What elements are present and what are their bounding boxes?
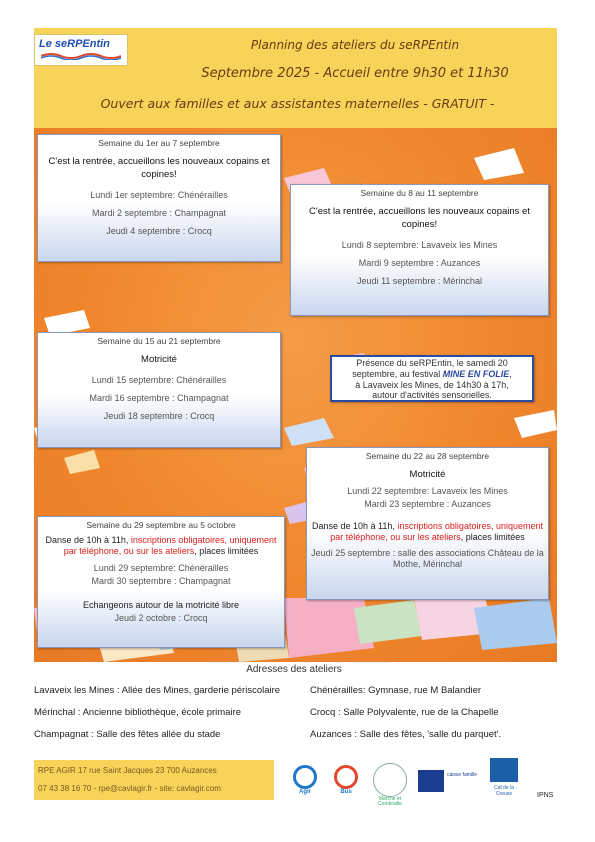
session-line: Lundi 22 septembre: Lavaveix les Mines [347, 485, 508, 496]
week-theme: C'est la rentrée, accueillons les nouveaux copains et copines! [309, 206, 530, 230]
session-line: Jeudi 25 septembre : salle des associations Château de la Mothe, Mérinchal [311, 548, 544, 570]
festival-name: MINE EN FOLIE [442, 368, 510, 379]
ipns-label: IPNS [537, 792, 554, 799]
week-title: Semaine du 15 au 21 septembre [97, 336, 221, 346]
caf-logo [490, 758, 518, 782]
logo-text: Le seRPEntin [39, 38, 110, 50]
week-theme: Motricité [141, 354, 177, 365]
dance-notice: Danse de 10h à 11h, inscriptions obligatoires, uniquement par téléphone, ou sur les ateliers, places limitées [312, 520, 543, 542]
caisse-famille-logo: caisse famille [447, 772, 478, 778]
week-title: Semaine du 8 au 11 septembre [360, 188, 479, 198]
week-card-2 [290, 184, 549, 316]
session-line: Jeudi 2 octobre : Crocq [114, 612, 208, 623]
agir-logo: Agir [290, 765, 320, 805]
session-line: Lundi 15 septembre: Chénérailles [91, 374, 227, 385]
session-line: Mardi 30 septembre : Champagnat [91, 575, 231, 586]
week-card-4 [306, 447, 549, 600]
serpentin-logo [34, 34, 128, 66]
session-line: Mardi 9 septembre : Auzances [358, 257, 481, 268]
week-title: Semaine du 1er au 7 septembre [98, 138, 220, 148]
session-line: Mardi 16 septembre : Champagnat [89, 392, 229, 403]
festival-notice [330, 355, 534, 402]
dance-notice: Danse de 10h à 11h, inscriptions obligatoires, uniquement par téléphone, ou sur les ateliers, places limitées [45, 535, 277, 556]
festival-line: septembre, au festival MINE EN FOLIE, [352, 368, 512, 379]
session-line: Mardi 2 septembre : Champagnat [91, 207, 227, 218]
week-card-3 [37, 332, 281, 448]
week-theme: C'est la rentrée, accueillons les nouveaux copains et copines! [48, 156, 270, 180]
festival-line: autour d'activités sensorielles. [372, 390, 492, 401]
contact-address: RPE AGIR 17 rue Saint Jacques 23 700 Auzances [38, 766, 217, 775]
caf-label: Caf de la Creuse [493, 785, 514, 797]
address-item: Mérinchal : Ancienne bibliothèque, école primaire [34, 707, 242, 718]
page-subtitle: Septembre 2025 - Accueil entre 9h30 et 11h30 [201, 66, 509, 81]
contact-footer [34, 760, 274, 800]
address-item: Auzances : Salle des fêtes, 'salle du parquet'. [310, 729, 502, 740]
book-icon [418, 770, 444, 792]
week-title: Semaine du 29 septembre au 5 octobre [86, 520, 236, 530]
session-line: Jeudi 11 septembre : Mérinchal [357, 275, 482, 286]
addresses-title: Adresses des ateliers [246, 664, 342, 675]
marche-combraille-logo: Marche et Combraille [370, 763, 410, 807]
addresses-section [30, 662, 558, 742]
week-card-5 [37, 516, 285, 648]
bus-logo: Bus [330, 765, 362, 805]
address-item: Crocq : Salle Polyvalente, rue de la Chapelle [310, 707, 499, 718]
week-theme: Motricité [409, 469, 446, 480]
week-card-1 [37, 134, 281, 262]
week-theme: Echangeons autour de la motricité libre [82, 599, 240, 610]
page-tagline: Ouvert aux familles et aux assistantes maternelles - GRATUIT - [100, 96, 495, 111]
contact-phone-email: 07 43 38 16 70 - rpe@cavlagir.fr - site: cavlagir.com [38, 784, 221, 793]
session-line: Mardi 23 septembre : Auzances [364, 498, 491, 509]
session-line: Jeudi 4 septembre : Crocq [106, 225, 212, 236]
snake-wave-icon [41, 52, 121, 60]
session-line: Lundi 29 septembre: Chénérailles [93, 562, 229, 573]
festival-line: à Lavaveix les Mines, de 14h30 à 17h, [355, 379, 509, 390]
address-item: Champagnat : Salle des fêtes allée du stade [34, 729, 221, 740]
address-item: Lavaveix les Mines : Allée des Mines, garderie périscolaire [34, 685, 281, 696]
address-item: Chénérailles: Gymnase, rue M Balandier [310, 685, 482, 696]
session-line: Jeudi 18 septembre : Crocq [103, 410, 215, 421]
session-line: Lundi 8 septembre: Lavaveix les Mines [341, 239, 498, 250]
page-title: Planning des ateliers du seRPEntin [250, 38, 460, 52]
week-title: Semaine du 22 au 28 septembre [365, 451, 490, 461]
session-line: Lundi 1er septembre: Chénérailles [90, 189, 228, 200]
festival-line: Présence du seRPEntin, le samedi 20 [356, 358, 508, 368]
